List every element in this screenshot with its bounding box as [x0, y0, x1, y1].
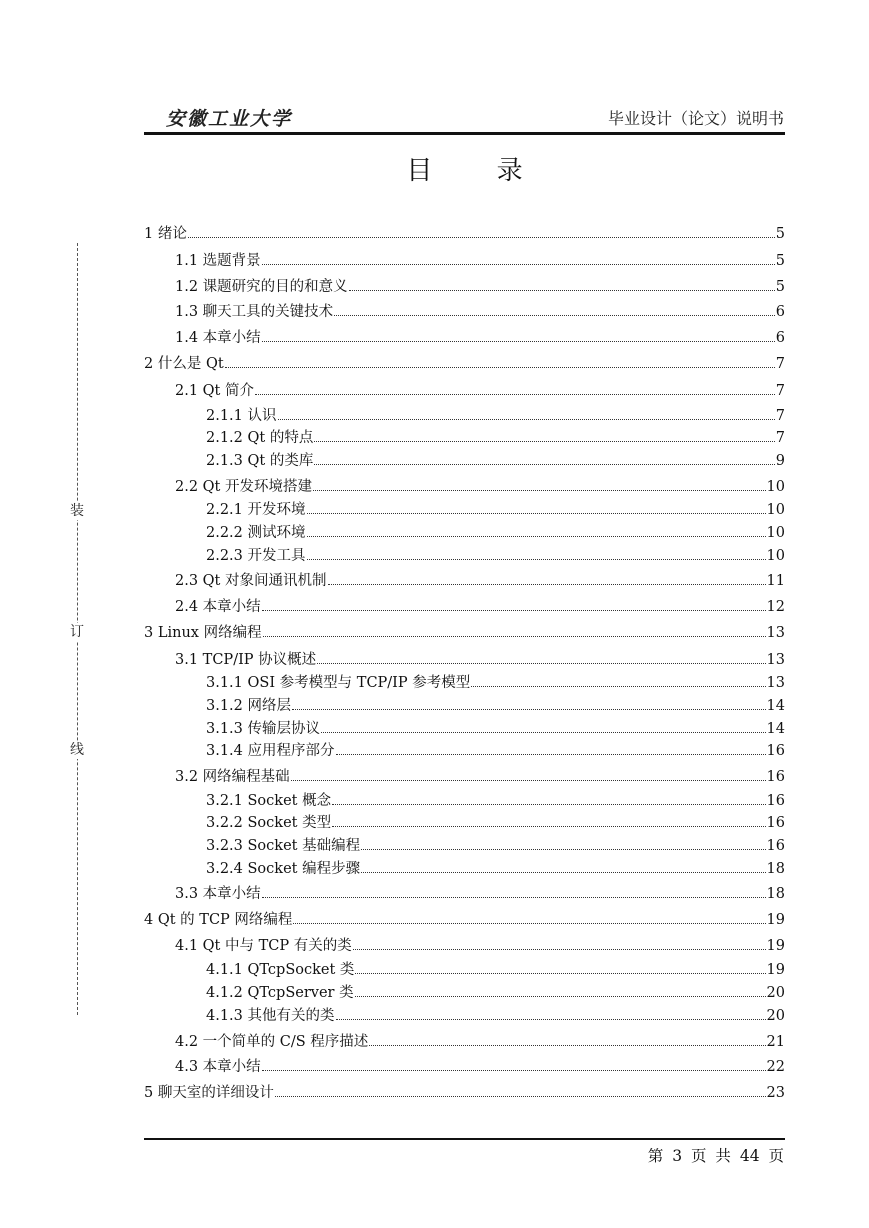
toc-entry [144, 1084, 785, 1102]
toc-entry-page: 10 [766, 502, 785, 518]
toc-entry [144, 225, 785, 243]
toc-entry-page: 20 [766, 1008, 785, 1024]
toc-entry-title: 4.1.2 QTcpServer 类 [206, 985, 354, 1001]
toc-entry [144, 911, 785, 929]
toc-leader-dots [293, 922, 765, 924]
toc-leader-dots [307, 558, 766, 560]
toc-entry-title: 5 聊天室的详细设计 [144, 1085, 274, 1101]
university-logo: 安徽工业大学 [166, 108, 293, 130]
toc-entry-page: 16 [766, 838, 785, 854]
toc-entry [206, 501, 785, 519]
toc-entry-title: 4.3 本章小结 [175, 1059, 261, 1075]
toc-entry-title: 3.1.1 OSI 参考模型与 TCP/IP 参考模型 [206, 675, 471, 691]
document-type: 毕业设计（论文）说明书 [607, 109, 784, 128]
toc-entry-page: 16 [766, 815, 785, 831]
toc-entry-page: 6 [775, 304, 785, 320]
toc-entry-title: 2 什么是 Qt [144, 356, 224, 372]
toc-entry-title: 3.2.4 Socket 编程步骤 [206, 861, 361, 877]
toc-entry-page: 13 [766, 675, 785, 691]
toc-leader-dots [471, 685, 765, 687]
toc-entry-page: 10 [766, 479, 785, 495]
toc-entry-title: 2.3 Qt 对象间通讯机制 [175, 573, 327, 589]
toc-entry-title: 1.3 聊天工具的关键技术 [175, 304, 334, 320]
toc-leader-dots [328, 583, 766, 585]
toc-entry-title: 4.1 Qt 中与 TCP 有关的类 [175, 938, 352, 954]
toc-entry-page: 19 [766, 938, 785, 954]
toc-entry-title: 3.2 网络编程基础 [175, 769, 290, 785]
toc-entry-title: 3.1.4 应用程序部分 [206, 743, 335, 759]
toc-entry [175, 329, 785, 347]
toc-leader-dots [263, 635, 766, 637]
toc-entry-title: 2.2.3 开发工具 [206, 548, 306, 564]
toc-entry [144, 624, 785, 642]
toc-leader-dots [255, 393, 775, 395]
toc-entry-page: 22 [766, 1059, 785, 1075]
toc-leader-dots [317, 662, 765, 664]
toc-leader-dots [262, 340, 775, 342]
toc-entry-title: 3.1.3 传输层协议 [206, 721, 321, 737]
toc-entry [206, 860, 785, 878]
toc-entry-page: 5 [775, 279, 785, 295]
binding-mark-ding: 订 [70, 624, 84, 640]
toc-entry [175, 572, 785, 590]
toc-entry-title: 1 绪论 [144, 226, 187, 242]
toc-leader-dots [321, 731, 766, 733]
toc-entry [206, 452, 785, 470]
toc-entry-title: 3.1 TCP/IP 协议概述 [175, 652, 317, 668]
toc-leader-dots [334, 314, 775, 316]
toc-entry-page: 6 [775, 330, 785, 346]
toc-leader-dots [307, 535, 766, 537]
footer-page-number: 第 3 页 共 44 页 [647, 1147, 784, 1165]
toc-entry-page: 5 [775, 226, 785, 242]
toc-entry-title: 1.1 选题背景 [175, 253, 261, 269]
toc-entry-page: 14 [766, 698, 785, 714]
binding-mark-zhuang: 装 [70, 503, 84, 519]
toc-entry-page: 18 [766, 861, 785, 877]
toc-entry-page: 23 [766, 1085, 785, 1101]
toc-leader-dots [262, 896, 766, 898]
toc-entry [175, 651, 785, 669]
toc-entry-page: 14 [766, 721, 785, 737]
toc-entry-page: 16 [766, 769, 785, 785]
toc-entry-title: 4.2 一个简单的 C/S 程序描述 [175, 1034, 369, 1050]
toc-entry [175, 885, 785, 903]
toc-leader-dots [275, 1095, 766, 1097]
toc-entry-title: 2.2.2 测试环境 [206, 525, 306, 541]
toc-entry [206, 697, 785, 715]
toc-entry [206, 720, 785, 738]
toc-entry-page: 19 [766, 962, 785, 978]
toc-entry-page: 7 [775, 356, 785, 372]
toc-entry-title: 3 Linux 网络编程 [144, 625, 262, 641]
toc-leader-dots [262, 609, 766, 611]
toc-entry-title: 1.2 课题研究的目的和意义 [175, 279, 348, 295]
toc-leader-dots [361, 871, 765, 873]
toc-entry [175, 478, 785, 496]
toc-leader-dots [307, 512, 766, 514]
toc-entry-title: 2.1 Qt 简介 [175, 383, 254, 399]
toc-entry [206, 547, 785, 565]
toc-entry [175, 382, 785, 400]
binding-mark-xian: 线 [70, 742, 84, 758]
toc-entry [206, 407, 785, 425]
toc-entry-page: 13 [766, 625, 785, 641]
toc-leader-dots [262, 263, 775, 265]
toc-leader-dots [355, 995, 766, 997]
toc-entry-page: 7 [775, 430, 785, 446]
toc-entry [175, 303, 785, 321]
toc-leader-dots [278, 418, 775, 420]
toc-entry-title: 3.2.1 Socket 概念 [206, 793, 332, 809]
toc-entry-page: 18 [766, 886, 785, 902]
toc-entry [206, 742, 785, 760]
toc-entry [206, 792, 785, 810]
toc-entry-title: 3.3 本章小结 [175, 886, 261, 902]
toc-entry [206, 674, 785, 692]
toc-entry-title: 4.1.1 QTcpSocket 类 [206, 962, 355, 978]
toc-entry-title: 3.2.3 Socket 基础编程 [206, 838, 361, 854]
toc-entry [175, 598, 785, 616]
toc-entry-page: 5 [775, 253, 785, 269]
toc-entry-page: 16 [766, 743, 785, 759]
toc-entry-title: 3.1.2 网络层 [206, 698, 292, 714]
toc-entry-page: 7 [775, 408, 785, 424]
toc-leader-dots [291, 779, 766, 781]
toc-entry [206, 524, 785, 542]
toc-entry-page: 19 [766, 912, 785, 928]
toc-entry-title: 1.4 本章小结 [175, 330, 261, 346]
toc-entry [206, 837, 785, 855]
toc-entry [175, 937, 785, 955]
toc-entry-title: 4 Qt 的 TCP 网络编程 [144, 912, 293, 928]
toc-entry-title: 2.2 Qt 开发环境搭建 [175, 479, 312, 495]
toc-entry-page: 9 [775, 453, 785, 469]
toc-entry [175, 1033, 785, 1051]
toc-entry-title: 3.2.2 Socket 类型 [206, 815, 332, 831]
toc-entry-title: 4.1.3 其他有关的类 [206, 1008, 335, 1024]
toc-leader-dots [262, 1069, 766, 1071]
toc-leader-dots [349, 289, 775, 291]
toc-leader-dots [314, 440, 774, 442]
toc-entry-page: 16 [766, 793, 785, 809]
toc-entry [144, 355, 785, 373]
toc-entry [206, 961, 785, 979]
toc-entry [175, 278, 785, 296]
toc-entry [206, 1007, 785, 1025]
footer-rule [144, 1138, 785, 1140]
toc-leader-dots [313, 489, 766, 491]
toc-entry-title: 2.1.2 Qt 的特点 [206, 430, 314, 446]
toc-entry-page: 12 [766, 599, 785, 615]
toc-entry-title: 2.2.1 开发环境 [206, 502, 306, 518]
toc-entry [206, 984, 785, 1002]
page-title: 目 录 [406, 156, 551, 186]
toc-entry-page: 20 [766, 985, 785, 1001]
toc-leader-dots [353, 948, 766, 950]
toc-leader-dots [332, 825, 765, 827]
toc-leader-dots [361, 848, 765, 850]
toc-leader-dots [188, 236, 775, 238]
toc-entry-title: 2.1.1 认识 [206, 408, 277, 424]
toc-leader-dots [355, 972, 765, 974]
toc-leader-dots [336, 1018, 766, 1020]
toc-leader-dots [369, 1044, 765, 1046]
toc-leader-dots [225, 366, 775, 368]
toc-entry-page: 10 [766, 548, 785, 564]
toc-entry [175, 768, 785, 786]
toc-entry [175, 1058, 785, 1076]
toc-entry [175, 252, 785, 270]
toc-entry-page: 11 [766, 573, 785, 589]
toc-entry-page: 21 [766, 1034, 785, 1050]
toc-leader-dots [292, 708, 766, 710]
toc-entry-page: 10 [766, 525, 785, 541]
toc-entry-title: 2.4 本章小结 [175, 599, 261, 615]
toc-entry-title: 2.1.3 Qt 的类库 [206, 453, 314, 469]
toc-leader-dots [336, 753, 766, 755]
toc-entry [206, 814, 785, 832]
toc-entry [206, 429, 785, 447]
toc-entry-page: 13 [766, 652, 785, 668]
toc-leader-dots [332, 803, 765, 805]
toc-entry-page: 7 [775, 383, 785, 399]
toc-leader-dots [314, 463, 774, 465]
